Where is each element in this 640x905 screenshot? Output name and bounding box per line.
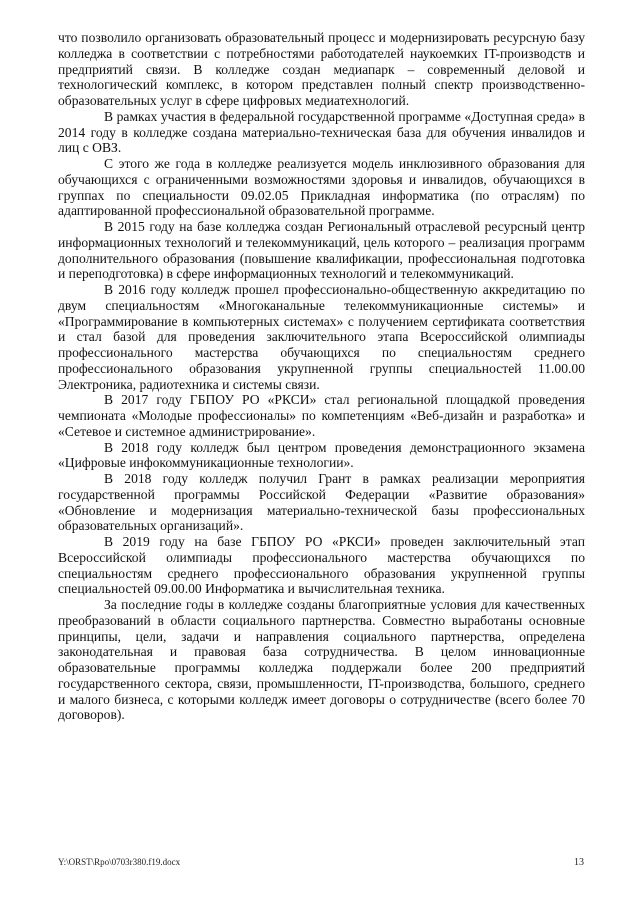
footer-file-path: Y:\ORST\Rpo\0703r380.f19.docx xyxy=(58,857,181,867)
paragraph-accreditation-2016: В 2016 году колледж прошел профессионально-общественную аккредитацию по двум специальностям «Многоканальные телекоммуникационные системы» и «Программирование в компьютерных системах» с получением сертификата соответствия и стал базой для проведения заключительного этапа Всероссийской олимпиады профессионального мастерства обучающихся по специальностям среднего профессионального образования укрупненной группы специальностей 11.00.00 Электроника, радиотехника и системы связи. xyxy=(58,282,585,392)
paragraph-inclusive-education: С этого же года в колледже реализуется модель инклюзивного образования для обучающихся с ограниченными возможностями здоровья и инвалидов, обучающихся в группах по специальности 09.02.05 Прикладная информатика (по отраслям) по адаптированной профессиональной образовательной программе. xyxy=(58,156,585,219)
paragraph-olympiad-2019: В 2019 году на базе ГБПОУ РО «РКСИ» проведен заключительный этап Всероссийской олимпиады профессионального мастерства обучающихся по специальностям среднего профессионального образования укрупненной группы специальностей 09.00.00 Информатика и вычислительная техника. xyxy=(58,534,585,597)
paragraph-championship-2017: В 2017 году ГБПОУ РО «РКСИ» стал региональной площадкой проведения чемпионата «Молодые профессионалы» по компетенциям «Веб-дизайн и разработка» и «Сетевое и системное администрирование». xyxy=(58,392,585,439)
paragraph-demo-exam-2018: В 2018 году колледж был центром проведения демонстрационного экзамена «Цифровые инфокоммуникационные технологии». xyxy=(58,439,585,471)
paragraph-accessible-environment: В рамках участия в федеральной государственной программе «Доступная среда» в 2014 году в колледже создана материально-техническая база для обучения инвалидов и лиц с ОВЗ. xyxy=(58,108,585,156)
paragraph-grant-2018: В 2018 году колледж получил Грант в рамках реализации мероприятия государственной программы Российской Федерации «Развитие образования» «Обновление и модернизация материально-технической базы профессиональных образовательных организаций». xyxy=(58,471,585,534)
document-body xyxy=(58,30,585,723)
paragraph-resource-center-2015: В 2015 году на базе колледжа создан Региональный отраслевой ресурсный центр информационных технологий и телекоммуникаций, цель которого – реализация программ дополнительного образования (повышение квалификации, профессиональная подготовка и переподготовка) в сфере информационных технологий и телекоммуникаций. xyxy=(58,219,585,282)
paragraph-continuation: что позволило организовать образовательный процесс и модернизировать ресурсную базу колледжа в соответствии с потребностями работодателей наукоемких IT-производств и предприятий связи. В колледже создан медиапарк – современный деловой и технологический комплекс, в котором представлен полный спектр производственно-образовательных услуг в сфере цифровых медиатехнологий. xyxy=(58,30,585,108)
paragraph-social-partnership: За последние годы в колледже созданы благоприятные условия для качественных преобразований в области социального партнерства. Совместно выработаны основные принципы, цели, задачи и направления социального партнерства, определена законодательная и правовая база сотрудничества. В целом инновационные образовательные программы колледжа поддержали более 200 предприятий государственного сектора, связи, промышленности, IT-производства, большого, среднего и малого бизнеса, с которыми колледж имеет договоры о сотрудничестве (всего более 70 договоров). xyxy=(58,597,585,723)
footer-page-number: 13 xyxy=(574,857,584,868)
